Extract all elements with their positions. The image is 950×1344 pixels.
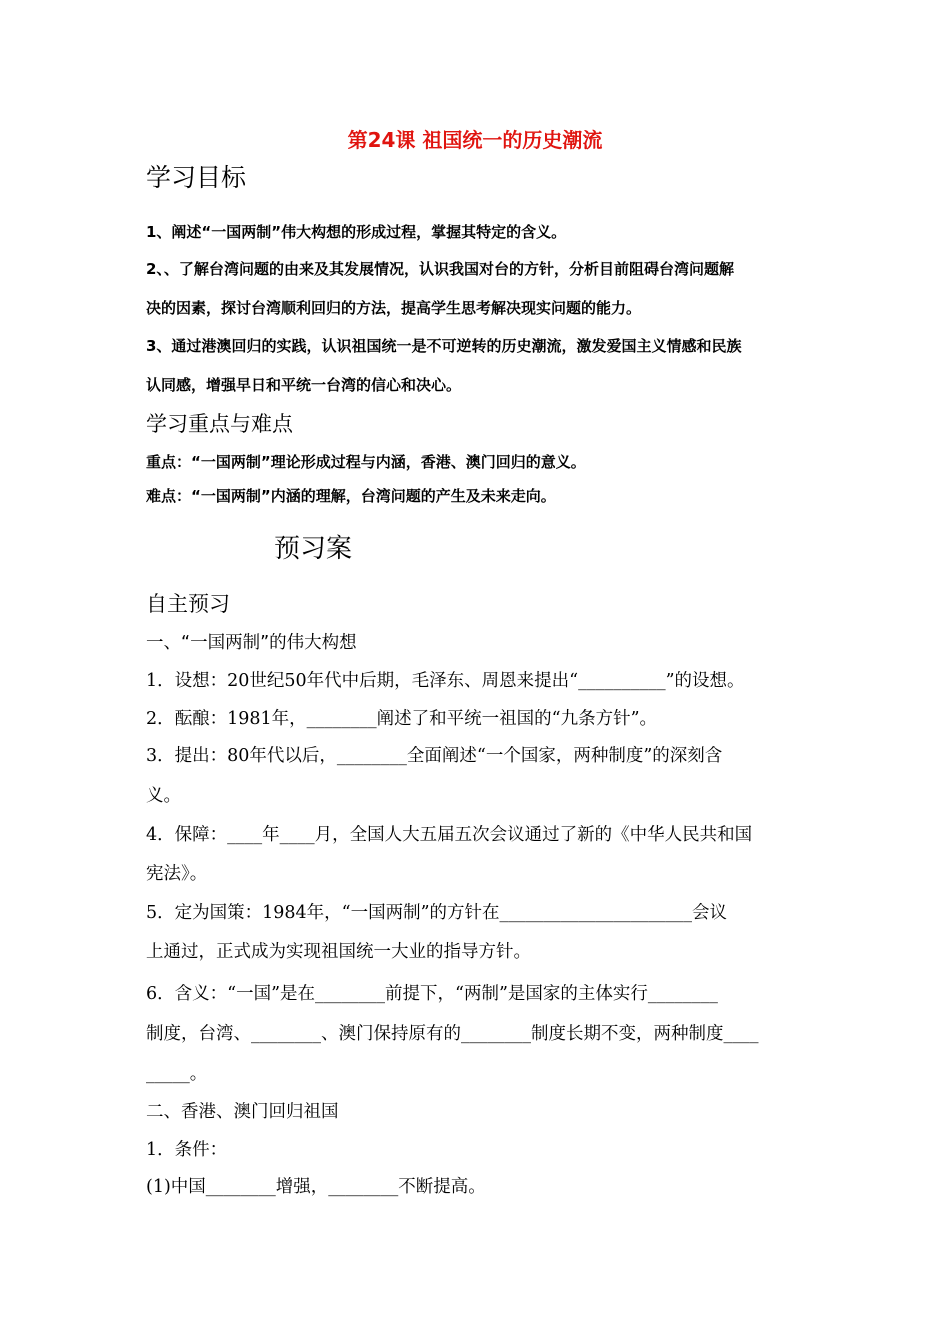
preview-line: 制度，台湾、________、澳门保持原有的________制度长期不变，两种制度____ [146, 1024, 759, 1044]
section-heading: 一、“一国两制”的伟大构想 [146, 633, 357, 653]
objectives-heading: 学习目标 [146, 163, 247, 192]
preview-line: (1)中国________增强，________不断提高。 [146, 1177, 486, 1197]
preview-line: 2．酝酿：1981年，________阐述了和平统一祖国的“九条方针”。 [146, 709, 658, 729]
preview-line: 1．条件： [146, 1140, 228, 1160]
preview-line: 3．提出：80年代以后，________全面阐述“一个国家，两种制度”的深刻含 [146, 746, 723, 766]
objective-item: 2、、了解台湾问题的由来及其发展情况，认识我国对台的方针，分析目前阻碍台湾问题解 [146, 260, 734, 278]
objective-item: 决的因素，探讨台湾顺利回归的方法，提高学生思考解决现实问题的能力。 [146, 299, 642, 317]
preview-line: 宪法》。 [146, 864, 208, 884]
preview-line: 6．含义：“一国”是在________前提下，“两制”是国家的主体实行________ [146, 984, 718, 1004]
preview-line: _____。 [146, 1064, 208, 1084]
key-points-heading: 学习重点与难点 [146, 412, 293, 436]
difficulty-text: 难点：“一国两制”内涵的理解，台湾问题的产生及未来走向。 [146, 487, 556, 505]
lesson-title: 第24课 祖国统一的历史潮流 [347, 128, 603, 152]
objective-item: 3、通过港澳回归的实践，认识祖国统一是不可逆转的历史潮流，激发爱国主义情感和民族 [146, 337, 742, 355]
focus-text: 重点：“一国两制”理论形成过程与内涵，香港、澳门回归的意义。 [146, 453, 586, 471]
preview-line: 4．保障：____年____月，全国人大五届五次会议通过了新的《中华人民共和国 [146, 825, 753, 845]
objective-item: 认同感，增强早日和平统一台湾的信心和决心。 [146, 376, 462, 394]
preview-heading: 预习案 [274, 534, 353, 564]
objective-item: 1、阐述“一国两制”伟大构想的形成过程，掌握其特定的含义。 [146, 223, 567, 241]
preview-line: 义。 [146, 786, 181, 806]
self-preview-heading: 自主预习 [146, 592, 230, 616]
preview-line: 上通过，正式成为实现祖国统一大业的指导方针。 [146, 942, 531, 962]
preview-line: 1．设想：20世纪50年代中后期，毛泽东、周恩来提出“__________”的设想。 [146, 671, 745, 691]
section-heading: 二、香港、澳门回归祖国 [146, 1102, 339, 1122]
preview-line: 5．定为国策：1984年，“一国两制”的方针在______________________会议 [146, 903, 728, 923]
